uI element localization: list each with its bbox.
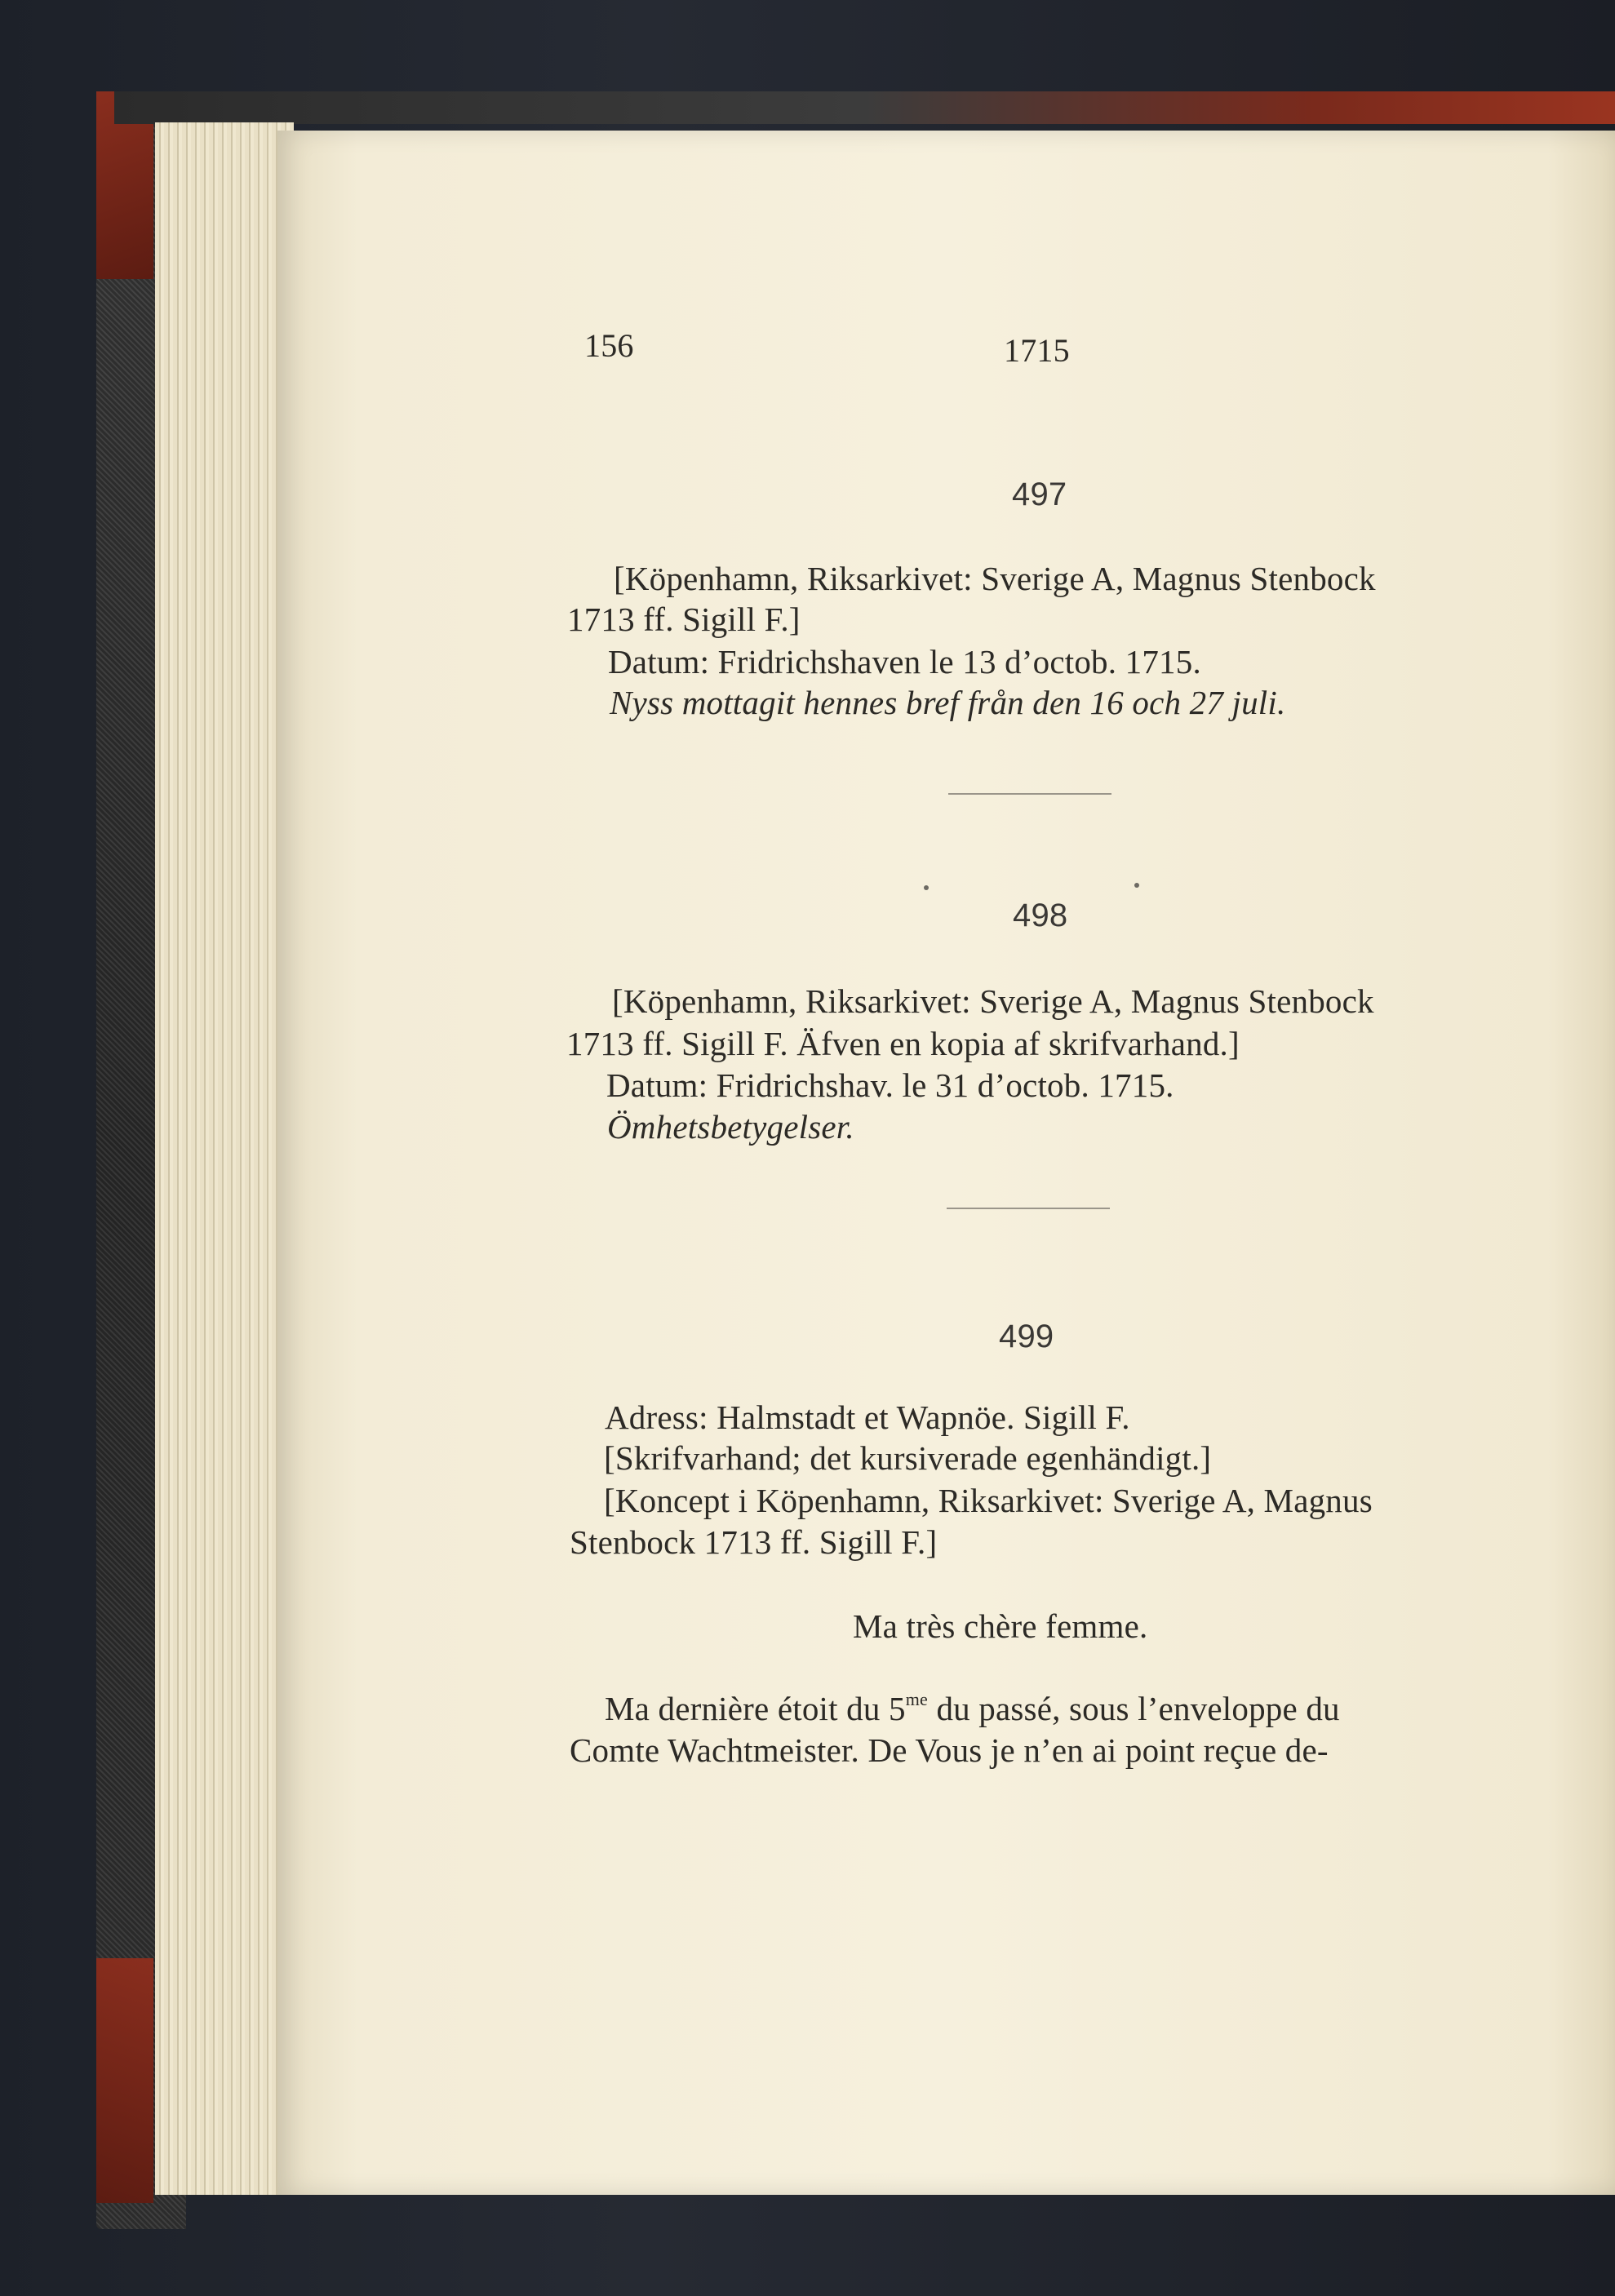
letter-line: [Köpenhamn, Riksarkivet: Sverige A, Magnus Stenbock [612,982,1374,1020]
section-separator [947,1208,1110,1209]
letter-body-line: Comte Wachtmeister. De Vous je n’en ai point reçue de- [570,1731,1329,1769]
page-stack-edge [155,122,294,2195]
letter-line: Stenbock 1713 ff. Sigill F.] [570,1523,938,1561]
book-page [277,131,1615,2195]
letter-summary: Nyss mottagit hennes bref från den 16 och 27 juli. [610,684,1286,721]
letter-number: 499 [999,1319,1054,1354]
letter-salutation: Ma très chère femme. [853,1607,1148,1645]
letter-line: [Koncept i Köpenhamn, Riksarkivet: Sverige A, Magnus [604,1482,1373,1519]
book-top-edge [114,91,1615,124]
running-year: 1715 [1004,332,1070,369]
letter-line: [Köpenhamn, Riksarkivet: Sverige A, Magnus Stenbock [614,560,1376,597]
letter-line: 1713 ff. Sigill F. Äfven en kopia af skrifvarhand.] [566,1025,1240,1062]
letter-summary: Ömhetsbetygelser. [607,1108,854,1146]
letter-line: Adress: Halmstadt et Wapnöe. Sigill F. [605,1398,1130,1436]
letter-line: [Skrifvarhand; det kursiverade egenhändigt.] [604,1439,1212,1477]
speck [924,885,929,890]
letter-line: Datum: Fridrichshaven le 13 d’octob. 1715. [608,643,1201,680]
letter-number: 498 [1013,898,1068,933]
page-number: 156 [584,327,634,364]
letter-number: 497 [1012,476,1067,512]
binding-red-corner-bottom [96,1958,153,2203]
section-separator [948,793,1111,795]
speck [1134,883,1139,888]
letter-line: Datum: Fridrichshav. le 31 d’octob. 1715. [606,1066,1174,1104]
letter-line: 1713 ff. Sigill F.] [567,601,801,638]
letter-body-line: Ma dernière étoit du $5^{me}$ du passé, sous l’enveloppe du [605,1689,1340,1727]
